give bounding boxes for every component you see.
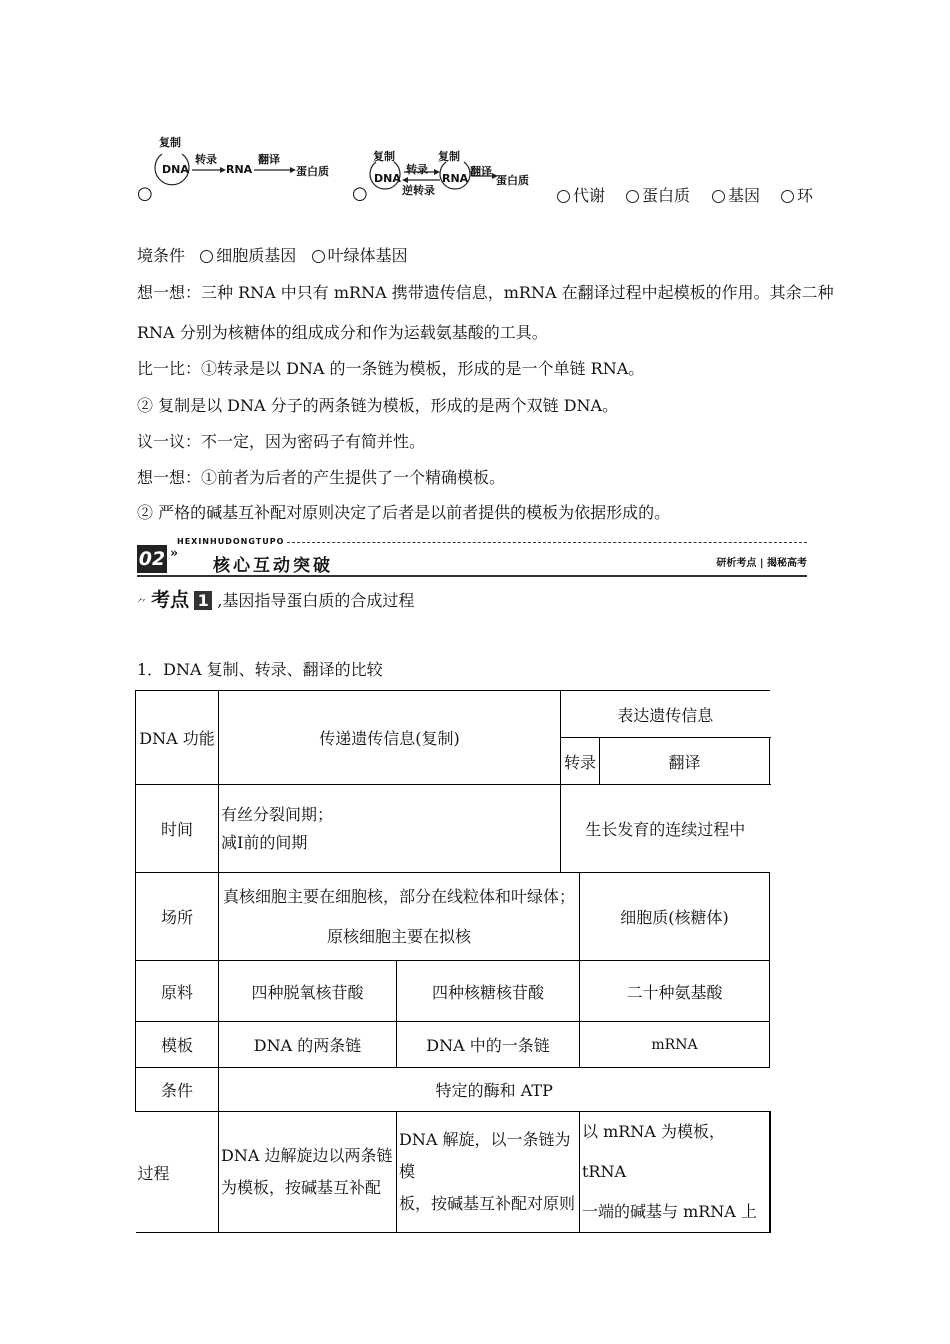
option-circle-icon — [781, 190, 794, 203]
option-circle-icon — [712, 190, 725, 203]
kaodian-title: ,基因指导蛋白质的合成过程 — [217, 591, 415, 610]
header-transcription: 转录 — [561, 738, 600, 785]
cell-template-transcription: DNA 中的一条链 — [397, 1022, 580, 1068]
label-copy-2: 复制 — [438, 150, 460, 163]
row-label-raw: 原料 — [136, 961, 219, 1022]
option-environment: 环 — [781, 183, 813, 206]
header-copy: 传递遗传信息(复制) — [219, 691, 561, 785]
label-translate-2: 翻译 — [470, 165, 492, 178]
chevron-icon: » — [170, 546, 179, 561]
label-rna-2: RNA — [442, 172, 469, 185]
kaodian-mark-icon: ⺈ — [137, 599, 147, 609]
option-gene: 基因 — [712, 183, 760, 206]
section-banner — [137, 537, 807, 577]
row-label-place: 场所 — [136, 873, 219, 961]
option-circle-icon — [312, 250, 325, 263]
cell-place-cytoplasm: 细胞质(核糖体) — [580, 873, 770, 961]
section-title: 1．DNA 复制、转录、翻译的比较 — [137, 660, 383, 679]
section-number: 02 — [137, 545, 167, 573]
cell-condition: 特定的酶和 ATP — [219, 1068, 770, 1112]
cell-process-translation: 以 mRNA 为模板，tRNA 一端的碱基与 mRNA 上 — [580, 1112, 770, 1233]
kaodian-number: 1 — [194, 591, 212, 610]
banner-dashed-line — [287, 542, 807, 543]
label-copy: 复制 — [159, 136, 181, 149]
paragraph: 想一想：①前者为后者的产生提供了一个精确模板。 — [137, 468, 506, 487]
label-transcribe-2: 转录 — [406, 163, 428, 176]
label-protein-2: 蛋白质 — [496, 174, 529, 187]
header-translation: 翻译 — [600, 738, 770, 785]
row-label-process: 过程 — [136, 1112, 219, 1233]
cell-raw-translation: 二十种氨基酸 — [580, 961, 770, 1022]
row-label-time: 时间 — [136, 785, 219, 873]
label-translate: 翻译 — [258, 153, 280, 166]
label-rna: RNA — [226, 163, 253, 176]
label-reverse-transcribe: 逆转录 — [402, 184, 435, 197]
kaodian-heading — [137, 585, 414, 612]
option-circle-icon — [200, 250, 213, 263]
cell-place-nucleus: 真核细胞主要在细胞核，部分在线粒体和叶绿体； 原核细胞主要在拟核 — [219, 873, 580, 961]
cell-time-copy: 有丝分裂间期； 减Ⅰ前的间期 — [219, 785, 561, 873]
label-copy-1: 复制 — [373, 150, 395, 163]
header-express: 表达遗传信息 — [561, 691, 770, 738]
paragraph: 想一想：三种 RNA 中只有 mRNA 携带遗传信息，mRNA 在翻译过程中起模板的作用。其余二种 — [137, 283, 834, 302]
row-label-template: 模板 — [136, 1022, 219, 1068]
banner-underline — [137, 575, 807, 577]
label-protein: 蛋白质 — [296, 165, 329, 178]
cell-template-copy: DNA 的两条链 — [219, 1022, 397, 1068]
cell-process-transcription: DNA 解旋，以一条链为模 板，按碱基互补配对原则 — [397, 1112, 580, 1233]
paragraph: 议一议：不一定，因为密码子有简并性。 — [137, 432, 426, 451]
answer-circle-1: ○ — [137, 183, 153, 204]
label-dna-2: DNA — [374, 172, 401, 185]
paragraph: 比一比：①转录是以 DNA 的一条链为模板，形成的是一个单链 RNA。 — [137, 359, 645, 378]
cell-template-translation: mRNA — [580, 1022, 770, 1068]
cell-raw-copy: 四种脱氧核苷酸 — [219, 961, 397, 1022]
paragraph: RNA 分别为核糖体的组成成分和作为运载氨基酸的工具。 — [137, 323, 548, 342]
label-dna: DNA — [162, 163, 189, 176]
cell-process-copy: DNA 边解旋边以两条链 为模板，按碱基互补配 — [219, 1112, 397, 1233]
answer-line-2: 境条件 细胞质基因 叶绿体基因 — [137, 246, 408, 265]
row-label-condition: 条件 — [136, 1068, 219, 1112]
answer-circle-2: ○ — [352, 183, 368, 204]
kaodian-label: 考点 — [151, 589, 190, 611]
cell-raw-transcription: 四种核糖核苷酸 — [397, 961, 580, 1022]
paragraph: ② 严格的碱基互补配对原则决定了后者是以前者提供的模板为依据形成的。 — [137, 503, 671, 522]
label-transcribe: 转录 — [195, 153, 217, 166]
banner-right: 研析考点 | 揭秘高考 — [716, 558, 807, 569]
banner-pinyin: HEXINHUDONGTUPO — [177, 537, 285, 546]
comparison-table — [135, 690, 770, 1233]
option-protein: 蛋白质 — [626, 183, 690, 206]
paragraph: ② 复制是以 DNA 分子的两条链为模板，形成的是两个双链 DNA。 — [137, 396, 619, 415]
option-circle-icon — [557, 190, 570, 203]
option-circle-icon — [626, 190, 639, 203]
option-metabolism: 代谢 — [557, 183, 605, 206]
banner-title: 核心互动突破 — [213, 556, 333, 576]
cell-time-express: 生长发育的连续过程中 — [561, 785, 770, 873]
header-dna-function: DNA 功能 — [136, 691, 219, 785]
